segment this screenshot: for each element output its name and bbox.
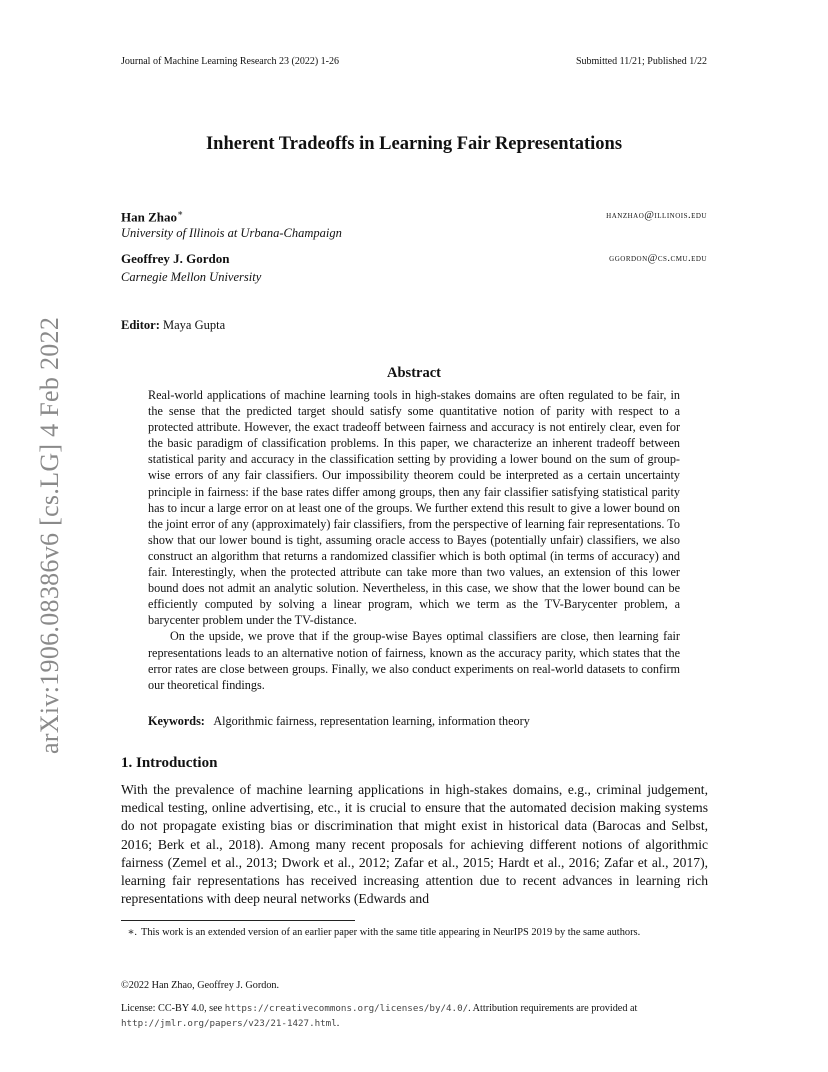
- author-email-2[interactable]: ggordon@cs.cmu.edu: [609, 253, 707, 264]
- section-heading-introduction: 1. Introduction: [121, 755, 218, 771]
- editor-line: Editor: Maya Gupta: [121, 318, 226, 332]
- paper-url-link[interactable]: http://jmlr.org/papers/v23/21-1427.html: [121, 1018, 337, 1029]
- keywords-line: Keywords: Algorithmic fairness, representation learning, information theory: [148, 714, 530, 728]
- journal-header: Journal of Machine Learning Research 23 (2022) 1-26: [121, 56, 339, 67]
- footnote-mark: ∗.: [127, 927, 137, 938]
- submission-dates: Submitted 11/21; Published 1/22: [575, 56, 707, 67]
- abstract-paragraph-2: On the upside, we prove that if the group-wise Bayes optimal classifiers are close, then learning fair representations leads to an alternative notion of fairness, known as the accuracy parity, which states that the error rates are close between groups. Finally, we also conduct experiments on real-world datasets to confirm our theoretical findings.: [148, 629, 680, 692]
- author-name-1: Han Zhao∗: [121, 208, 184, 225]
- footnote: [121, 926, 708, 940]
- license-url-link[interactable]: https://creativecommons.org/licenses/by/4.0/: [224, 1003, 469, 1014]
- author-email-1[interactable]: hanzhao@illinois.edu: [606, 210, 707, 221]
- introduction-paragraph: With the prevalence of machine learning applications in high-stakes domains, e.g., criminal judgement, medical testing, online advertising, etc., it is crucial to ensure that the automated decision making systems do not propagate existing bias or discrimination that might exist in historical data (Barocas and Selbst, 2016; Berk et al., 2018). Among many recent proposals for achieving different notions of algorithmic fairness (Zemel et al., 2013; Dwork et al., 2012; Zafar et al., 2015; Hardt et al., 2016; Zafar et al., 2017), learning fair representations has received increasing attention due to recent advances in learning rich representations with deep neural networks (Edwards and: [121, 782, 708, 907]
- abstract-body: [148, 387, 680, 693]
- author-affiliation-2: Carnegie Mellon University: [121, 270, 262, 284]
- license-block: License: CC-BY 4.0, see https://creativecommons.org/licenses/by/4.0/. Attribution requirements are provided at http://jmlr.org/papers/v23/21-1427.html.: [121, 1003, 638, 1029]
- abstract-heading: Abstract: [387, 365, 441, 381]
- footnote-text: This work is an extended version of an earlier paper with the same title appearing in NeurIPS 2019 by the same authors.: [141, 927, 641, 938]
- footnote-divider: [121, 920, 355, 921]
- abstract-paragraph-1: Real-world applications of machine learning tools in high-stakes domains are often regulated to be fair, in the sense that the predicted target should satisfy some quantitative notion of parity with respect to a protected attribute. However, the exact tradeoff between fairness and accuracy is not entirely clear, even for the basic paradigm of classification problems. In this paper, we characterize an inherent tradeoff between statistical parity and accuracy in the classification setting by providing a lower bound on the sum of group-wise errors of any fair classifiers. Our impossibility theorem could be interpreted as a certain uncertainty principle in fairness: if the base rates differ among groups, then any fair classifier satisfying statistical parity has to incur a large error on at least one of the groups. We further extend this result to give a lower bound on the joint error of any (approximately) fair classifiers, from the perspective of learning fair representations. To show that our lower bound is tight, assuming oracle access to Bayes (potentially unfair) classifiers, we also construct an algorithm that returns a randomized classifier which is both optimal (in terms of accuracy) and fair. Interestingly, when the protected attribute can take more than two values, an extension of this lower bound does not admit an analytic solution. Nevertheless, in this case, we show that the lower bound can be efficiently computed by solving a linear program, which we term as the TV-Barycenter problem, a barycenter problem under the TV-distance.: [148, 388, 680, 628]
- copyright-line: ©2022 Han Zhao, Geoffrey J. Gordon.: [121, 980, 280, 991]
- author-affiliation-1: University of Illinois at Urbana-Champaign: [121, 226, 342, 240]
- paper-title: Inherent Tradeoffs in Learning Fair Representations: [205, 134, 623, 154]
- arxiv-side-stamp: arXiv:1906.08386v6 [cs.LG] 4 Feb 2022: [35, 316, 64, 754]
- author-name-2: Geoffrey J. Gordon: [121, 251, 230, 266]
